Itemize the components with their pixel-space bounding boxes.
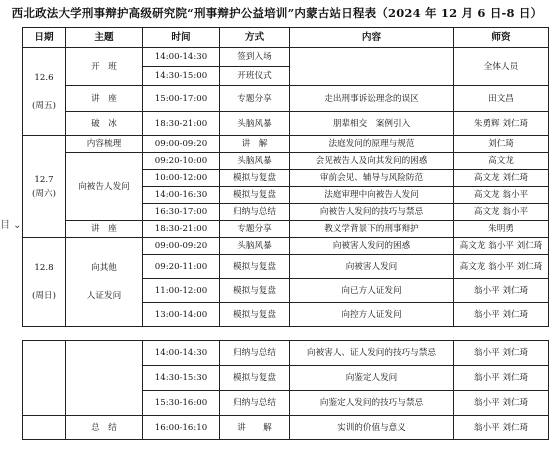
header-teacher: 师资 bbox=[454, 28, 549, 48]
mode-cell: 归纳与总结 bbox=[220, 391, 290, 416]
topic-cell bbox=[66, 238, 143, 327]
teacher-cell: 翁小平 刘仁琦 bbox=[454, 341, 549, 366]
teacher-cell: 刘仁琦 bbox=[454, 136, 549, 153]
mode-cell: 模拟与复盘 bbox=[220, 255, 290, 279]
schedule-table-continued bbox=[22, 340, 549, 440]
topic-line-2: 人证发问 bbox=[86, 291, 122, 301]
time-cell: 13:00-14:00 bbox=[143, 303, 220, 327]
table-row bbox=[23, 238, 549, 255]
mode-cell: 签到入场 bbox=[220, 48, 290, 67]
header-topic: 主题 bbox=[66, 28, 143, 48]
content-cell: 会见被告人及向其发问的困惑 bbox=[290, 153, 454, 170]
topic-cell: 讲 座 bbox=[66, 86, 143, 112]
time-cell: 18:30-21:00 bbox=[143, 221, 220, 238]
content-cell: 审前会见、辅导与风险防范 bbox=[290, 170, 454, 187]
topic-cell-empty bbox=[66, 341, 143, 416]
time-cell: 14:00-16:30 bbox=[143, 187, 220, 204]
date-cell-empty bbox=[23, 416, 66, 440]
mode-cell: 模拟与复盘 bbox=[220, 303, 290, 327]
content-cell bbox=[290, 48, 454, 86]
table-row bbox=[23, 112, 549, 136]
date-label: 12.7 bbox=[34, 174, 54, 185]
teacher-cell: 翁小平 刘仁琦 bbox=[454, 366, 549, 391]
table-row bbox=[23, 48, 549, 67]
schedule-table bbox=[22, 27, 549, 327]
teacher-cell: 高文龙 刘仁琦 bbox=[454, 170, 549, 187]
time-cell: 18:30-21:00 bbox=[143, 112, 220, 136]
table-row bbox=[23, 341, 549, 366]
table-row bbox=[23, 136, 549, 153]
content-cell: 向被害人发问的困惑 bbox=[290, 238, 454, 255]
time-cell: 14:30-15:00 bbox=[143, 67, 220, 86]
topic-cell: 向被告人发问 bbox=[66, 153, 143, 221]
teacher-cell: 高文龙 bbox=[454, 153, 549, 170]
content-cell: 向鉴定人发问的技巧与禁忌 bbox=[290, 391, 454, 416]
mode-cell: 专题分享 bbox=[220, 86, 290, 112]
time-cell: 09:20-10:00 bbox=[143, 153, 220, 170]
time-cell: 11:00-12:00 bbox=[143, 279, 220, 303]
date-cell bbox=[23, 48, 66, 136]
teacher-cell: 全体人员 bbox=[454, 48, 549, 86]
teacher-cell: 田文昌 bbox=[454, 86, 549, 112]
teacher-cell: 高文龙 翁小平 bbox=[454, 204, 549, 221]
mode-cell: 头脑风暴 bbox=[220, 112, 290, 136]
time-cell: 15:00-17:00 bbox=[143, 86, 220, 112]
content-cell: 向控方人证发问 bbox=[290, 303, 454, 327]
page-title: 西北政法大学刑事辩护高级研究院“刑事辩护公益培训”内蒙古站日程表（2024 年 12 月 6 日-8 日） bbox=[11, 6, 543, 20]
time-cell: 09:00-09:20 bbox=[143, 238, 220, 255]
header-time: 时间 bbox=[143, 28, 220, 48]
date-label: 12.8 bbox=[34, 263, 54, 273]
weekday-label: (周五) bbox=[32, 100, 56, 111]
mode-cell: 模拟与复盘 bbox=[220, 187, 290, 204]
table-row bbox=[23, 221, 549, 238]
teacher-cell: 翁小平 刘仁琦 bbox=[454, 391, 549, 416]
teacher-cell: 高文龙 翁小平 刘仁琦 bbox=[454, 238, 549, 255]
mode-cell: 讲 解 bbox=[220, 416, 290, 440]
topic-line-1: 向其他 bbox=[91, 263, 117, 273]
content-cell: 向被害人、证人发问的技巧与禁忌 bbox=[290, 341, 454, 366]
mode-cell: 模拟与复盘 bbox=[220, 170, 290, 187]
content-cell: 朋辈相交 案例引入 bbox=[290, 112, 454, 136]
side-mark: 目 ⌄ bbox=[0, 220, 22, 231]
table-row bbox=[23, 153, 549, 170]
time-cell: 09:00-09:20 bbox=[143, 136, 220, 153]
mode-cell: 模拟与复盘 bbox=[220, 366, 290, 391]
content-cell: 向已方人证发问 bbox=[290, 279, 454, 303]
teacher-cell: 朱勇辉 刘仁琦 bbox=[454, 112, 549, 136]
time-cell: 10:00-12:00 bbox=[143, 170, 220, 187]
topic-cell: 总 结 bbox=[66, 416, 143, 440]
time-cell: 14:30-15:30 bbox=[143, 366, 220, 391]
topic-cell: 破 冰 bbox=[66, 112, 143, 136]
content-cell: 向被害人发问 bbox=[290, 255, 454, 279]
teacher-cell: 翁小平 刘仁琦 bbox=[454, 279, 549, 303]
mode-cell: 开班仪式 bbox=[220, 67, 290, 86]
content-cell: 走出刑事诉讼理念的误区 bbox=[290, 86, 454, 112]
topic-cell: 讲 座 bbox=[66, 221, 143, 238]
time-cell: 14:00-14:30 bbox=[143, 341, 220, 366]
header-date: 日期 bbox=[23, 28, 66, 48]
weekday-label: (周日) bbox=[32, 291, 56, 301]
teacher-cell: 翁小平 刘仁琦 bbox=[454, 416, 549, 440]
topic-cell: 内容梳理 bbox=[66, 136, 143, 153]
table-row bbox=[23, 416, 549, 440]
teacher-cell: 翁小平 刘仁琦 bbox=[454, 303, 549, 327]
weekday-label: (周六) bbox=[32, 188, 56, 199]
date-cell-empty bbox=[23, 341, 66, 416]
content-cell: 教义学背景下的刑事辩护 bbox=[290, 221, 454, 238]
time-cell: 16:30-17:00 bbox=[143, 204, 220, 221]
mode-cell: 归纳与总结 bbox=[220, 204, 290, 221]
teacher-cell: 高文龙 翁小平 bbox=[454, 187, 549, 204]
header-mode: 方式 bbox=[220, 28, 290, 48]
teacher-cell: 朱明勇 bbox=[454, 221, 549, 238]
content-cell: 向被告人发问的技巧与禁忌 bbox=[290, 204, 454, 221]
header-row bbox=[23, 28, 549, 48]
date-label: 12.6 bbox=[34, 72, 54, 83]
mode-cell: 头脑风暴 bbox=[220, 238, 290, 255]
time-cell: 15:30-16:00 bbox=[143, 391, 220, 416]
date-cell bbox=[23, 238, 66, 327]
time-cell: 16:00-16:10 bbox=[143, 416, 220, 440]
time-cell: 09:20-11:00 bbox=[143, 255, 220, 279]
time-cell: 14:00-14:30 bbox=[143, 48, 220, 67]
content-cell: 实训的价值与意义 bbox=[290, 416, 454, 440]
date-cell bbox=[23, 136, 66, 238]
content-cell: 向鉴定人发问 bbox=[290, 366, 454, 391]
content-cell: 法庭审理中向被告人发问 bbox=[290, 187, 454, 204]
header-content: 内容 bbox=[290, 28, 454, 48]
mode-cell: 头脑风暴 bbox=[220, 153, 290, 170]
table-row bbox=[23, 86, 549, 112]
topic-cell: 开 班 bbox=[66, 48, 143, 86]
mode-cell: 模拟与复盘 bbox=[220, 279, 290, 303]
mode-cell: 归纳与总结 bbox=[220, 341, 290, 366]
content-cell: 法庭发问的原理与规范 bbox=[290, 136, 454, 153]
mode-cell: 专题分享 bbox=[220, 221, 290, 238]
mode-cell: 讲 解 bbox=[220, 136, 290, 153]
teacher-cell: 高文龙 翁小平 刘仁琦 bbox=[454, 255, 549, 279]
